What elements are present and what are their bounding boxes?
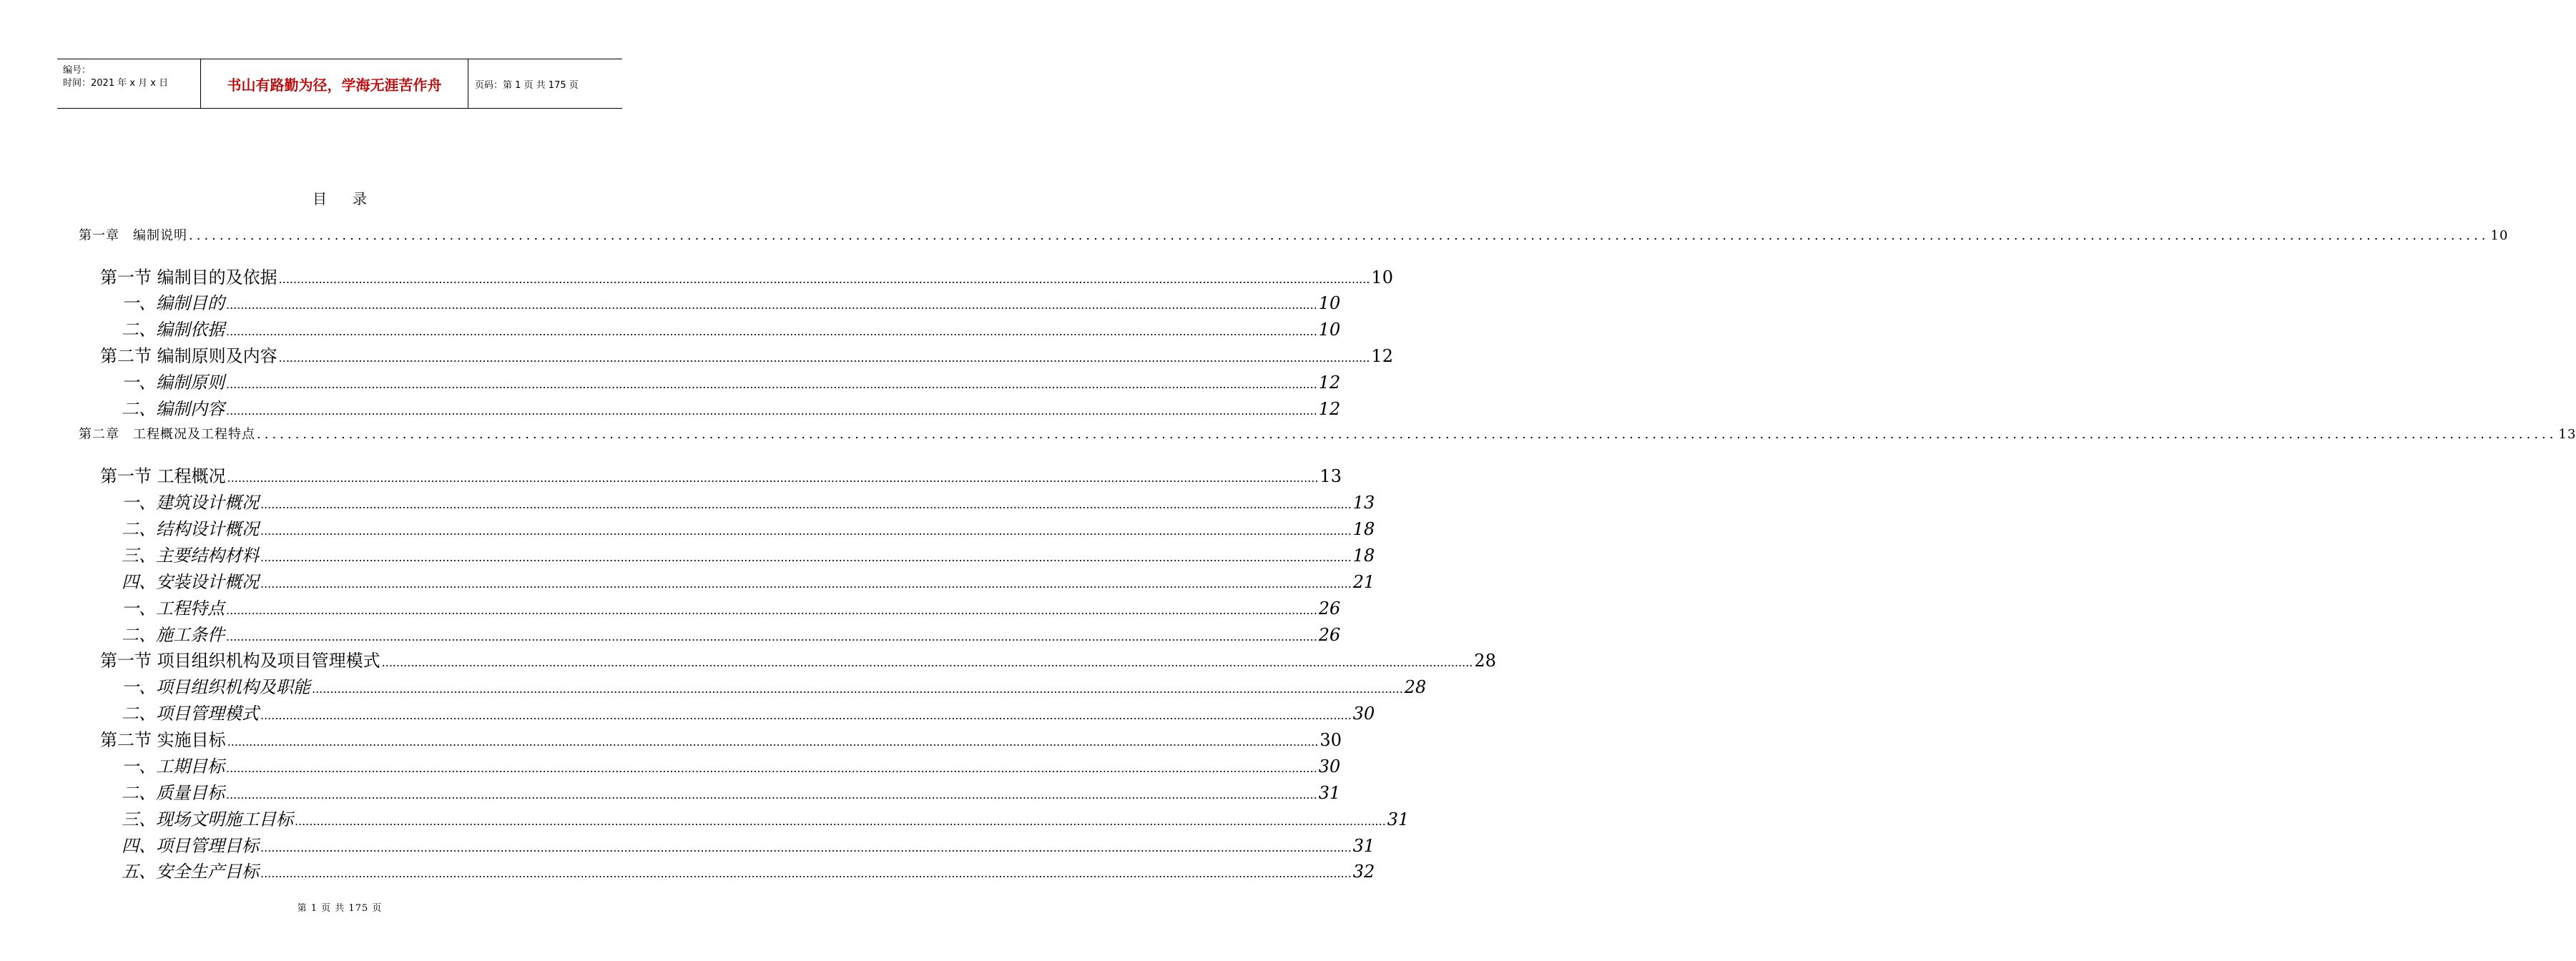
toc-entry-item: [122, 673, 1427, 698]
toc-entry-item: [122, 857, 1375, 882]
toc-entry-item: [122, 289, 1341, 314]
toc-entry-item: [122, 832, 1375, 857]
toc-leader-dots: ............................................................................................................................................................................................................................................................................................................: [226, 298, 1317, 312]
toc-entry-item: [122, 488, 1375, 513]
toc-entry-page: 26: [1318, 598, 1341, 619]
document-time-label: 时间：2021 年 x 月 x 日: [63, 78, 169, 89]
toc-entry-page: 30: [1352, 704, 1375, 724]
toc-entry-page: 28: [1404, 677, 1427, 697]
toc-leader-dots: ............................................................................................................................................................................................................................................................................................................: [226, 325, 1317, 338]
toc-entry-page: 26: [1318, 625, 1341, 645]
toc-leader-dots: ............................................................................................................................................................................................................................................................................................................: [227, 735, 1319, 749]
toc-entry-item: [122, 699, 1375, 724]
toc-entry-label: 第一节 编制目的及依据: [100, 267, 277, 287]
toc-entry-item: [122, 395, 1341, 420]
toc-leader-dots: ............................................................................................................................................................................................................................................................................................................: [260, 709, 1352, 722]
toc-leader-dots: ............................................................................................................................................................................................................................................................................................................: [260, 867, 1352, 880]
toc-entry-section: [100, 342, 1393, 367]
toc-entry-label: 一、建筑设计概况: [122, 493, 259, 513]
toc-entry-label: 三、现场文明施工目标: [122, 809, 293, 829]
toc-entry-item: [122, 315, 1341, 340]
toc-entry-page: 13: [2558, 427, 2576, 442]
toc-entry-page: 12: [1318, 399, 1341, 419]
toc-entry-label: 第二章 工程概况及工程特点: [79, 427, 255, 442]
toc-entry-page: 21: [1352, 572, 1375, 592]
toc-entry-page: 13: [1319, 466, 1342, 486]
toc-entry-label: 一、工程特点: [122, 598, 225, 619]
toc-entry-item: [122, 568, 1375, 593]
toc-entry-page: 31: [1387, 809, 1410, 829]
toc-entry-chapter: [79, 225, 2509, 244]
toc-entry-label: 一、工期目标: [122, 757, 225, 777]
toc-entry-item: [122, 779, 1341, 804]
toc-entry-label: 一、编制目的: [122, 293, 225, 313]
toc-entry-page: 18: [1352, 519, 1375, 539]
document-number-label: 编号：: [63, 65, 92, 76]
toc-entry-label: 二、编制依据: [122, 320, 225, 340]
toc-entry-item: [122, 541, 1375, 566]
page-footer: 第 1 页 共 175 页: [297, 903, 383, 914]
toc-entry-label: 三、主要结构材料: [122, 546, 259, 566]
toc-entry-page: 32: [1352, 862, 1375, 882]
toc-leader-dots: ............................................................................................................................................................................................................................................................................................................: [260, 841, 1352, 854]
toc-entry-section: [100, 726, 1342, 751]
toc-entry-page: 31: [1352, 836, 1375, 856]
toc-leader-dots: ............................................................................................................................................................................................................................................................................................................: [260, 524, 1352, 538]
toc-leader-dots: ............................................................................................................................................................................................................................................................................................................: [226, 630, 1317, 644]
toc-entry-label: 第二节 编制原则及内容: [100, 346, 277, 366]
toc-leader-dots: ............................................................................................................................................................................................................................................................................................................: [260, 551, 1352, 564]
toc-leader-dots: ............................................................................................................................................................................................................................................................................................................: [189, 228, 2489, 243]
toc-entry-label: 四、安装设计概况: [122, 572, 259, 592]
toc-entry-label: 二、编制内容: [122, 399, 225, 419]
toc-entry-page: 10: [1371, 267, 1393, 287]
header-page-code: 页码：第 1 页 共 175 页: [475, 79, 579, 91]
toc-leader-dots: ............................................................................................................................................................................................................................................................................................................: [278, 351, 1370, 365]
toc-entry-label: 二、质量目标: [122, 783, 225, 803]
toc-entry-label: 第一节 工程概况: [100, 466, 226, 486]
toc-entry-page: 12: [1371, 346, 1393, 366]
toc-leader-dots: ............................................................................................................................................................................................................................................................................................................: [260, 577, 1352, 591]
toc-entry-label: 二、项目管理模式: [122, 704, 259, 724]
toc-entry-label: 一、编制原则: [122, 373, 225, 393]
toc-entry-label: 二、结构设计概况: [122, 519, 259, 539]
toc-entry-label: 四、项目管理目标: [122, 836, 259, 856]
toc-leader-dots: ............................................................................................................................................................................................................................................................................................................: [226, 603, 1317, 617]
toc-leader-dots: ............................................................................................................................................................................................................................................................................................................: [226, 788, 1317, 802]
toc-entry-chapter: [79, 424, 2576, 443]
toc-entry-item: [122, 621, 1341, 646]
toc-leader-dots: ............................................................................................................................................................................................................................................................................................................: [278, 272, 1370, 286]
toc-entry-label: 五、安全生产目标: [122, 862, 259, 882]
toc-leader-dots: ............................................................................................................................................................................................................................................................................................................: [226, 378, 1317, 391]
toc-leader-dots: ............................................................................................................................................................................................................................................................................................................: [260, 498, 1352, 511]
toc-leader-dots: ............................................................................................................................................................................................................................................................................................................: [381, 656, 1473, 669]
toc-entry-page: 31: [1318, 783, 1341, 803]
toc-entry-label: 第二节 实施目标: [100, 730, 226, 750]
toc-entry-section: [100, 646, 1496, 671]
toc-entry-page: 30: [1319, 730, 1342, 750]
toc-leader-dots: ............................................................................................................................................................................................................................................................................................................: [312, 682, 1403, 696]
toc-entry-page: 13: [1352, 493, 1375, 513]
toc-entry-page: 30: [1318, 757, 1341, 777]
toc-leader-dots: ............................................................................................................................................................................................................................................................................................................: [295, 814, 1386, 828]
toc-entry-page: 18: [1352, 546, 1375, 566]
toc-entry-label: 第一章 编制说明: [79, 228, 187, 243]
toc-leader-dots: ............................................................................................................................................................................................................................................................................................................: [226, 762, 1317, 775]
toc-entry-label: 一、项目组织机构及职能: [122, 677, 310, 697]
toc-leader-dots: ............................................................................................................................................................................................................................................................................................................: [257, 427, 2557, 442]
toc-entry-item: [122, 805, 1410, 830]
toc-entry-section: [100, 263, 1393, 288]
header-motto: 书山有路勤为径，学海无涯苦作舟: [201, 59, 468, 108]
toc-entry-item: [122, 515, 1375, 540]
toc-leader-dots: ............................................................................................................................................................................................................................................................................................................: [226, 404, 1317, 418]
toc-entry-label: 第一节 项目组织机构及项目管理模式: [100, 651, 380, 671]
toc-title: 目录: [313, 190, 393, 207]
toc-entry-label: 二、施工条件: [122, 625, 225, 645]
toc-leader-dots: ............................................................................................................................................................................................................................................................................................................: [227, 471, 1319, 485]
toc-entry-section: [100, 462, 1342, 487]
toc-entry-page: 10: [1318, 293, 1341, 313]
toc-entry-page: 28: [1474, 651, 1496, 671]
toc-entry-item: [122, 594, 1341, 619]
toc-entry-page: 10: [1318, 320, 1341, 340]
toc-entry-item: [122, 752, 1341, 777]
toc-entry-page: 10: [2490, 228, 2509, 243]
toc-entry-page: 12: [1318, 373, 1341, 393]
toc-entry-item: [122, 368, 1341, 393]
